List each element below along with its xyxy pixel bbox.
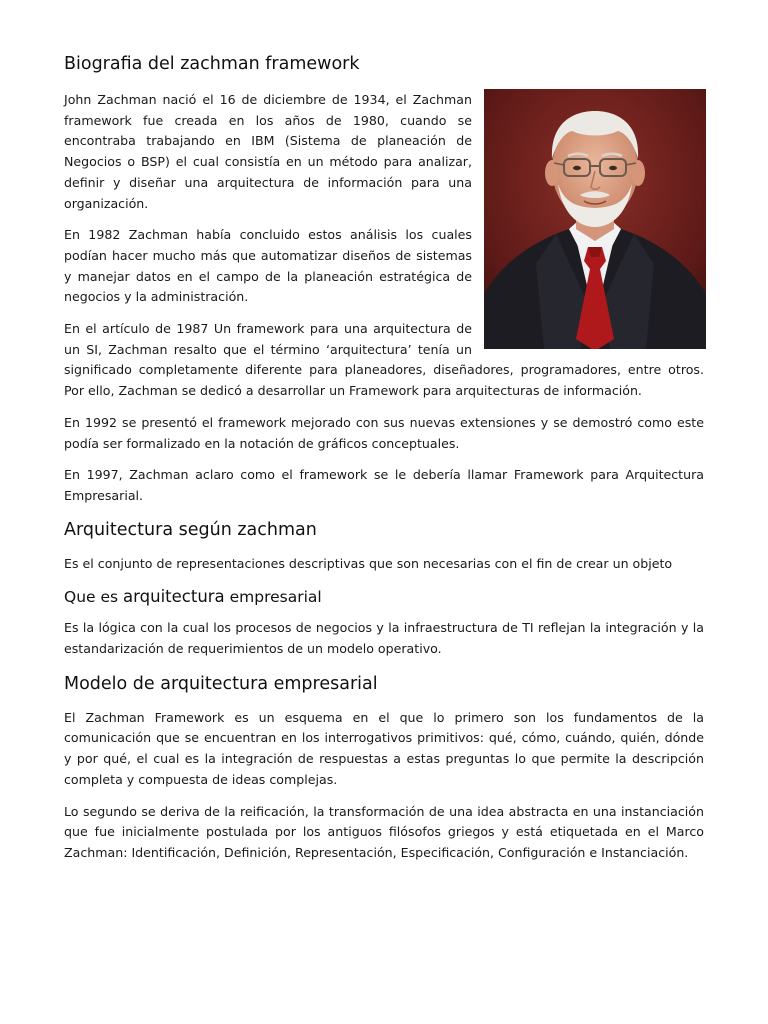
- heading-modelo-arquitectura-empresarial: Modelo de arquitectura empresarial: [64, 673, 378, 694]
- biografia-paragraph-2: En 1982 Zachman había concluido estos análisis los cuales podían hacer mucho más que automatizar diseños de sistemas y manejar datos en el campo de la planeación estratégica de negocios y la administración.: [64, 227, 472, 305]
- heading-arquitectura-segun-zachman: Arquitectura según zachman: [64, 519, 317, 540]
- biografia-paragraph-3: En el artículo de 1987 Un framework para una arquitectura de un SI, Zachman resalto que el término ‘arquitectura’ tenía un significado completamente diferente para planeadores, diseñadores, programadores, entre otros. Por ello, Zachman se dedicó a desarrollar un Framework para arquitecturas de información.: [64, 321, 704, 399]
- que-es-paragraph: Es la lógica con la cual los procesos de negocios y la infraestructura de TI reflejan la integración y la estandarización de requerimientos de un modelo operativo.: [64, 620, 704, 657]
- modelo-paragraph-1: El Zachman Framework es un esquema en el que lo primero son los fundamentos de la comunicación que se encuentran en los interrogativos primitivos: qué, cómo, cuándo, quién, dónde y por qué, el cual es la integración de respuestas a estas preguntas lo que permite la descripción completa y compuesta de ideas complejas.: [64, 709, 704, 787]
- biografia-paragraph-5: En 1997, Zachman aclaro como el framework se le debería llamar Framework para Arquitectura Empresarial.: [64, 467, 704, 503]
- zachman-photo: [484, 89, 706, 349]
- modelo-paragraph-2: Lo segundo se deriva de la reificación, la transformación de una idea abstracta en una instanciación que fue inicialmente postulada por los antiguos filósofos griegos y está etiquetada en el Marco Zachman: Identificación, Definición, Representación, Especificación, Configuración e Instanciación.: [64, 803, 704, 860]
- heading-que-es-suffix: empresarial: [224, 588, 322, 607]
- biografia-paragraph-1: John Zachman nació el 16 de diciembre de 1934, el Zachman framework fue creada en los años de 1980, cuando se encontraba trabajando en IBM (Sistema de planeación de Negocios o BSP) el cual consistía en un método para analizar, definir y diseñar una arquitectura de información para una organización.: [64, 92, 472, 211]
- arquitectura-paragraph: Es el conjunto de representaciones descriptivas que son necesarias con el fin de crear un objeto: [64, 555, 673, 571]
- heading-que-es-arquitectura-empresarial: [64, 586, 704, 608]
- heading-que-es-prefix: Que es: [64, 588, 124, 607]
- document-page: [64, 52, 704, 875]
- heading-que-es-bold: arquitectura: [123, 587, 225, 607]
- heading-biografia: Biografia del zachman framework: [64, 54, 360, 74]
- biografia-paragraph-4: En 1992 se presentó el framework mejorado con sus nuevas extensiones y se demostró como este podía ser formalizado en la notación de gráficos conceptuales.: [64, 414, 704, 451]
